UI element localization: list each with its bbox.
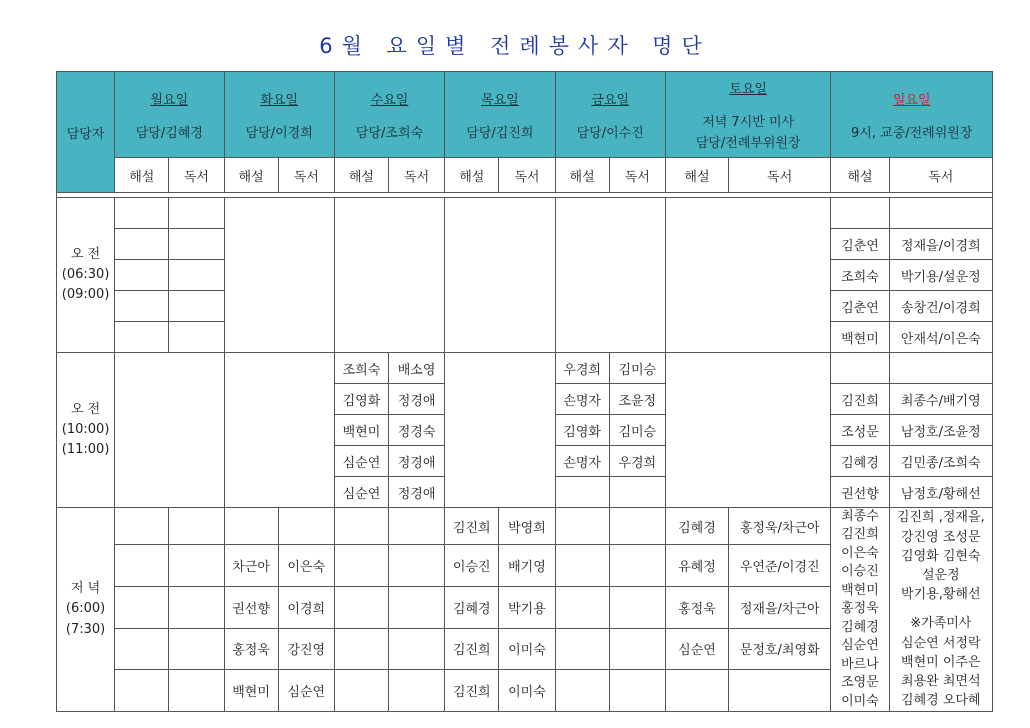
- cell: [665, 670, 728, 712]
- day-header-wednesday: [334, 72, 444, 158]
- cell: [389, 545, 445, 587]
- cell: [334, 508, 388, 545]
- cell: 차근아: [224, 545, 278, 587]
- day-manager: 담당/김혜경: [135, 125, 203, 141]
- cell: 박영희: [499, 508, 555, 545]
- day-name: 화요일: [260, 92, 299, 108]
- cell: 이승진: [445, 545, 499, 587]
- cell: 심순연: [334, 477, 388, 508]
- list-item: 김혜경 오다혜: [901, 693, 981, 709]
- day-header-sunday: [831, 72, 993, 158]
- cell: 김영화: [334, 384, 388, 415]
- cell: [334, 670, 388, 712]
- table-row: [57, 508, 993, 545]
- cell: 김진희: [445, 508, 499, 545]
- manager-corner-label: 담당자: [57, 72, 115, 193]
- cell: [115, 198, 169, 229]
- cell: [169, 670, 224, 712]
- list-item: 박기용,황해선: [901, 587, 981, 603]
- list-gap: [890, 604, 992, 614]
- cell-merged: [224, 198, 334, 353]
- list-item: 이승진: [841, 564, 879, 580]
- cell: 홍정욱: [665, 586, 728, 628]
- cell: 배기영: [499, 545, 555, 587]
- cell: [334, 628, 388, 670]
- cell: [169, 260, 224, 291]
- cell: [555, 586, 609, 628]
- cell: 김미승: [609, 415, 665, 446]
- cell: 남정호/조윤정: [889, 415, 992, 446]
- cell: 이미숙: [499, 670, 555, 712]
- cell: 박기용/설운정: [889, 260, 992, 291]
- day-name: 수요일: [370, 92, 409, 108]
- cell: 배소영: [389, 353, 445, 384]
- cell: [115, 229, 169, 260]
- cell: 송창건/이경희: [889, 291, 992, 322]
- list-item: 김영화 김현숙: [901, 548, 981, 564]
- slot-label-line: (10:00): [61, 421, 110, 437]
- list-item: 김혜경: [841, 619, 879, 635]
- slot-label-line: (6:00): [65, 601, 106, 617]
- cell: 홍정욱: [224, 628, 278, 670]
- role-commentary: 해설: [445, 158, 499, 193]
- cell: 김진희: [445, 670, 499, 712]
- cell-merged: [665, 353, 831, 508]
- slot-label-line: 저 녁: [70, 581, 101, 597]
- list-item: 김진희 ,정재을,: [896, 510, 985, 526]
- list-item: 백현미: [841, 582, 879, 598]
- cell: 홍정욱/차근아: [729, 508, 831, 545]
- cell: 정경애: [389, 446, 445, 477]
- slot-label-line: (7:30): [65, 621, 106, 637]
- slot-label-line: 오 전: [70, 401, 101, 417]
- role-commentary: 해설: [831, 158, 889, 193]
- cell: 조희숙: [334, 353, 388, 384]
- cell: [609, 670, 665, 712]
- list-item: 이은숙: [841, 545, 879, 561]
- cell: 백현미: [224, 670, 278, 712]
- cell: [278, 508, 334, 545]
- role-commentary: 해설: [665, 158, 728, 193]
- cell: [115, 628, 169, 670]
- cell: 최종수/배기영: [889, 384, 992, 415]
- cell-merged: [334, 198, 444, 353]
- cell: [169, 586, 224, 628]
- cell: [334, 545, 388, 587]
- role-reading: 독서: [389, 158, 445, 193]
- cell: [889, 198, 992, 229]
- list-item: 백현미 이주은: [901, 654, 981, 670]
- cell: [115, 260, 169, 291]
- cell: 김춘연: [831, 229, 889, 260]
- list-item: 최종수: [841, 509, 879, 524]
- day-header-friday: [555, 72, 665, 158]
- cell: 정경애: [389, 384, 445, 415]
- cell: 문정호/최영화: [729, 628, 831, 670]
- cell: 정경숙: [389, 415, 445, 446]
- sunday-evening-reading-list: [889, 508, 992, 712]
- role-commentary: 해설: [224, 158, 278, 193]
- table-row: [57, 198, 993, 229]
- cell: [555, 670, 609, 712]
- cell: 권선향: [224, 586, 278, 628]
- cell: 정경애: [389, 477, 445, 508]
- cell: [115, 291, 169, 322]
- cell: 박기용: [499, 586, 555, 628]
- cell: [115, 545, 169, 587]
- cell: [609, 545, 665, 587]
- cell: 조성문: [831, 415, 889, 446]
- cell: 우경희: [555, 353, 609, 384]
- slot-label-line: 오 전: [70, 246, 101, 262]
- role-reading: 독서: [499, 158, 555, 193]
- cell: [555, 477, 609, 508]
- day-manager: 9시, 교중/전례위원장: [851, 125, 973, 141]
- cell: 이미숙: [499, 628, 555, 670]
- day-name: 토요일: [729, 82, 767, 97]
- list-item: 심순연 서정락: [901, 635, 981, 651]
- cell: 유혜정: [665, 545, 728, 587]
- slot-label-line: (06:30): [61, 266, 110, 282]
- cell: 김혜경: [665, 508, 728, 545]
- cell: [115, 670, 169, 712]
- slot-label-line: (11:00): [61, 442, 110, 458]
- cell: [389, 670, 445, 712]
- cell: 손명자: [555, 384, 609, 415]
- cell: 정재을/이경희: [889, 229, 992, 260]
- list-item: 이미숙: [841, 693, 879, 709]
- role-reading: 독서: [729, 158, 831, 193]
- list-item: ※가족미사: [910, 616, 972, 632]
- cell: 이은숙: [278, 545, 334, 587]
- cell: [729, 670, 831, 712]
- cell: [609, 628, 665, 670]
- cell: 김미승: [609, 353, 665, 384]
- cell: [334, 586, 388, 628]
- cell: [115, 508, 169, 545]
- cell: [169, 198, 224, 229]
- day-header-row: [57, 72, 993, 158]
- cell: [555, 628, 609, 670]
- cell: [169, 628, 224, 670]
- cell-merged: [555, 198, 665, 353]
- day-manager: 담당/이수진: [576, 125, 644, 141]
- day-header-tuesday: [224, 72, 334, 158]
- day-manager: 담당/이경희: [245, 125, 313, 141]
- cell: [115, 586, 169, 628]
- list-item: 바르나: [841, 656, 879, 672]
- cell: [555, 508, 609, 545]
- day-manager: 담당/조희숙: [355, 125, 424, 141]
- cell: [555, 545, 609, 587]
- page-title: 6월 요일별 전례봉사자 명단: [319, 34, 711, 58]
- role-reading: 독서: [278, 158, 334, 193]
- cell: [609, 508, 665, 545]
- cell-merged: [445, 198, 555, 353]
- cell: [889, 353, 992, 384]
- day-name: 금요일: [591, 92, 630, 108]
- cell: 안재석/이은숙: [889, 322, 992, 353]
- day-name: 월요일: [150, 92, 189, 108]
- cell: 심순연: [665, 628, 728, 670]
- cell: 김진희: [445, 628, 499, 670]
- cell: 조희숙: [831, 260, 889, 291]
- cell: 심순연: [334, 446, 388, 477]
- cell: 우연준/이경진: [729, 545, 831, 587]
- cell: 김혜경: [445, 586, 499, 628]
- cell: 심순연: [278, 670, 334, 712]
- cell: 백현미: [334, 415, 388, 446]
- list-item: 강진영 조성문: [901, 529, 981, 545]
- cell: [831, 198, 889, 229]
- day-header-saturday: [665, 72, 831, 158]
- slot-label-line: (09:00): [61, 287, 110, 303]
- list-item: 김진희: [841, 527, 879, 543]
- cell: 김춘연: [831, 291, 889, 322]
- schedule-table: [56, 71, 993, 712]
- cell: 김진희: [831, 384, 889, 415]
- day-manager: 담당/전례부위원장: [695, 136, 801, 151]
- role-commentary: 해설: [334, 158, 388, 193]
- role-commentary: 해설: [115, 158, 169, 193]
- list-item: 홍정욱: [841, 601, 879, 617]
- slot-label-evening: [57, 508, 115, 712]
- list-item: 조영문: [841, 675, 879, 691]
- day-manager: 담당/김진희: [466, 125, 534, 141]
- cell: 정재을/차근아: [729, 586, 831, 628]
- day-name: 일요일: [892, 92, 931, 108]
- sunday-evening-commentary-list: [831, 508, 889, 712]
- slot-label-morning-late: [57, 353, 115, 508]
- cell: [609, 586, 665, 628]
- cell: 이경희: [278, 586, 334, 628]
- cell: [831, 353, 889, 384]
- slot-label-morning-early: [57, 198, 115, 353]
- cell-merged: [224, 353, 334, 508]
- cell: [169, 291, 224, 322]
- cell: [609, 477, 665, 508]
- cell: [389, 628, 445, 670]
- cell: 김영화: [555, 415, 609, 446]
- cell: 권선향: [831, 477, 889, 508]
- cell: 남정호/황해선: [889, 477, 992, 508]
- role-reading: 독서: [169, 158, 224, 193]
- day-header-monday: [115, 72, 224, 158]
- cell-merged: [445, 353, 555, 508]
- list-item: 심순연: [841, 638, 879, 654]
- cell: [224, 508, 278, 545]
- cell-merged: [115, 353, 224, 508]
- day-header-thursday: [445, 72, 555, 158]
- cell: [169, 322, 224, 353]
- cell: 우경희: [609, 446, 665, 477]
- cell: 백현미: [831, 322, 889, 353]
- role-commentary: 해설: [555, 158, 609, 193]
- role-row: [57, 158, 993, 193]
- cell-merged: [665, 198, 831, 353]
- list-item: 설운정: [921, 568, 960, 584]
- list-item: 최용완 최면석: [901, 674, 981, 690]
- cell: 김혜경: [831, 446, 889, 477]
- cell: 손명자: [555, 446, 609, 477]
- role-reading: 독서: [609, 158, 665, 193]
- cell: 강진영: [278, 628, 334, 670]
- cell: [169, 229, 224, 260]
- role-reading: 독서: [889, 158, 992, 193]
- cell: 조윤정: [609, 384, 665, 415]
- cell: [389, 586, 445, 628]
- cell: [169, 545, 224, 587]
- day-name: 목요일: [481, 92, 519, 108]
- cell: [389, 508, 445, 545]
- cell: 김민종/조희숙: [889, 446, 992, 477]
- day-note: 저녁 7시반 미사: [702, 115, 795, 130]
- cell: [169, 508, 224, 545]
- cell: [115, 322, 169, 353]
- table-row: [57, 353, 993, 384]
